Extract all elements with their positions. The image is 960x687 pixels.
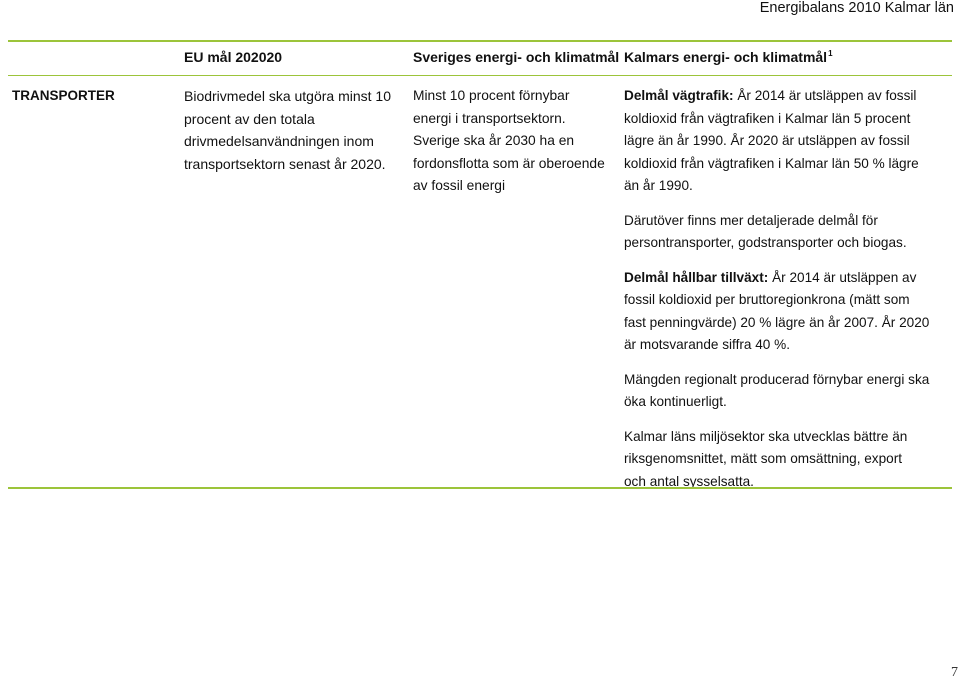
column-header-kalmar (624, 49, 833, 65)
eu-goal-line: drivmedelsanvändningen inom (184, 133, 374, 149)
growth-line-text: År 2014 är utsläppen av (768, 269, 917, 285)
column-header-kalmar-text: Kalmars energi- och klimatmål (624, 49, 828, 65)
growth-line (624, 270, 916, 285)
eu-goal-line: Biodrivmedel ska utgöra minst 10 (184, 88, 391, 104)
road-traffic-line: koldioxid från vägtrafiken i Kalmar län 50 % lägre (624, 155, 919, 171)
kalmar-goal-detailed (624, 210, 942, 255)
growth-line: fast penningvärde) 20 % lägre än år 2007. År 2020 (624, 314, 930, 330)
sweden-goal-line: av fossil energi (413, 178, 506, 193)
table-bottom-rule (8, 487, 952, 489)
growth-label: Delmål hållbar tillväxt: (624, 269, 769, 285)
running-header: Energibalans 2010 Kalmar län (759, 0, 954, 16)
eu-goal-line: procent av den totala (184, 110, 315, 127)
road-traffic-line-text: År 2014 är utsläppen av fossil (733, 88, 917, 103)
sweden-goal-text (413, 85, 613, 198)
sweden-goal-line: Minst 10 procent förnybar (413, 88, 570, 103)
sweden-goal-line: fordonsflotta som är oberoende (413, 155, 605, 171)
environment-line: riksgenomsnittet, mätt som omsättning, export (624, 451, 903, 466)
row-label-transporter: TRANSPORTER (12, 88, 115, 103)
eu-goal-text (184, 85, 396, 175)
road-traffic-line: än år 1990. (624, 178, 693, 193)
header-divider-rule (8, 75, 952, 76)
sweden-goal-line: energi i transportsektorn. (413, 110, 566, 126)
road-traffic-label: Delmål vägtrafik: (624, 88, 734, 103)
page-number: 7 (951, 665, 958, 680)
column-header-sweden: Sveriges energi- och klimatmål (413, 49, 620, 65)
road-traffic-line: lägre än år 1990. År 2020 är utsläppen av fossil (624, 133, 910, 148)
kalmar-goals-text (624, 85, 942, 505)
kalmar-goal-renewable (624, 369, 942, 414)
kalmar-goal-sustainable-growth (624, 267, 942, 357)
renewable-line: Mängden regionalt producerad förnybar energi ska (624, 371, 930, 387)
eu-goal-line: transportsektorn senast år 2020. (184, 155, 386, 172)
road-traffic-line (624, 88, 916, 103)
kalmar-goal-road-traffic (624, 85, 942, 198)
detailed-line: Därutöver finns mer detaljerade delmål för (624, 212, 878, 228)
road-traffic-line: koldioxid från vägtrafiken i Kalmar län 5 procent (624, 110, 911, 126)
sweden-goal-line: Sverige ska år 2030 ha en (413, 133, 575, 148)
footnote-marker: 1 (828, 49, 833, 58)
detailed-line: persontransporter, godstransporter och biogas. (624, 235, 907, 250)
growth-line: är motsvarande siffra 40 %. (624, 337, 790, 352)
renewable-line: öka kontinuerligt. (624, 394, 727, 409)
growth-line: fossil koldioxid per bruttoregionkrona (mätt som (624, 292, 910, 307)
kalmar-goal-environment-sector (624, 426, 942, 494)
environment-line: Kalmar läns miljösektor ska utvecklas bättre än (624, 428, 908, 444)
environment-line: och antal sysselsatta. (624, 473, 754, 489)
table-top-rule (8, 40, 952, 42)
column-header-eu: EU mål 202020 (184, 49, 283, 65)
